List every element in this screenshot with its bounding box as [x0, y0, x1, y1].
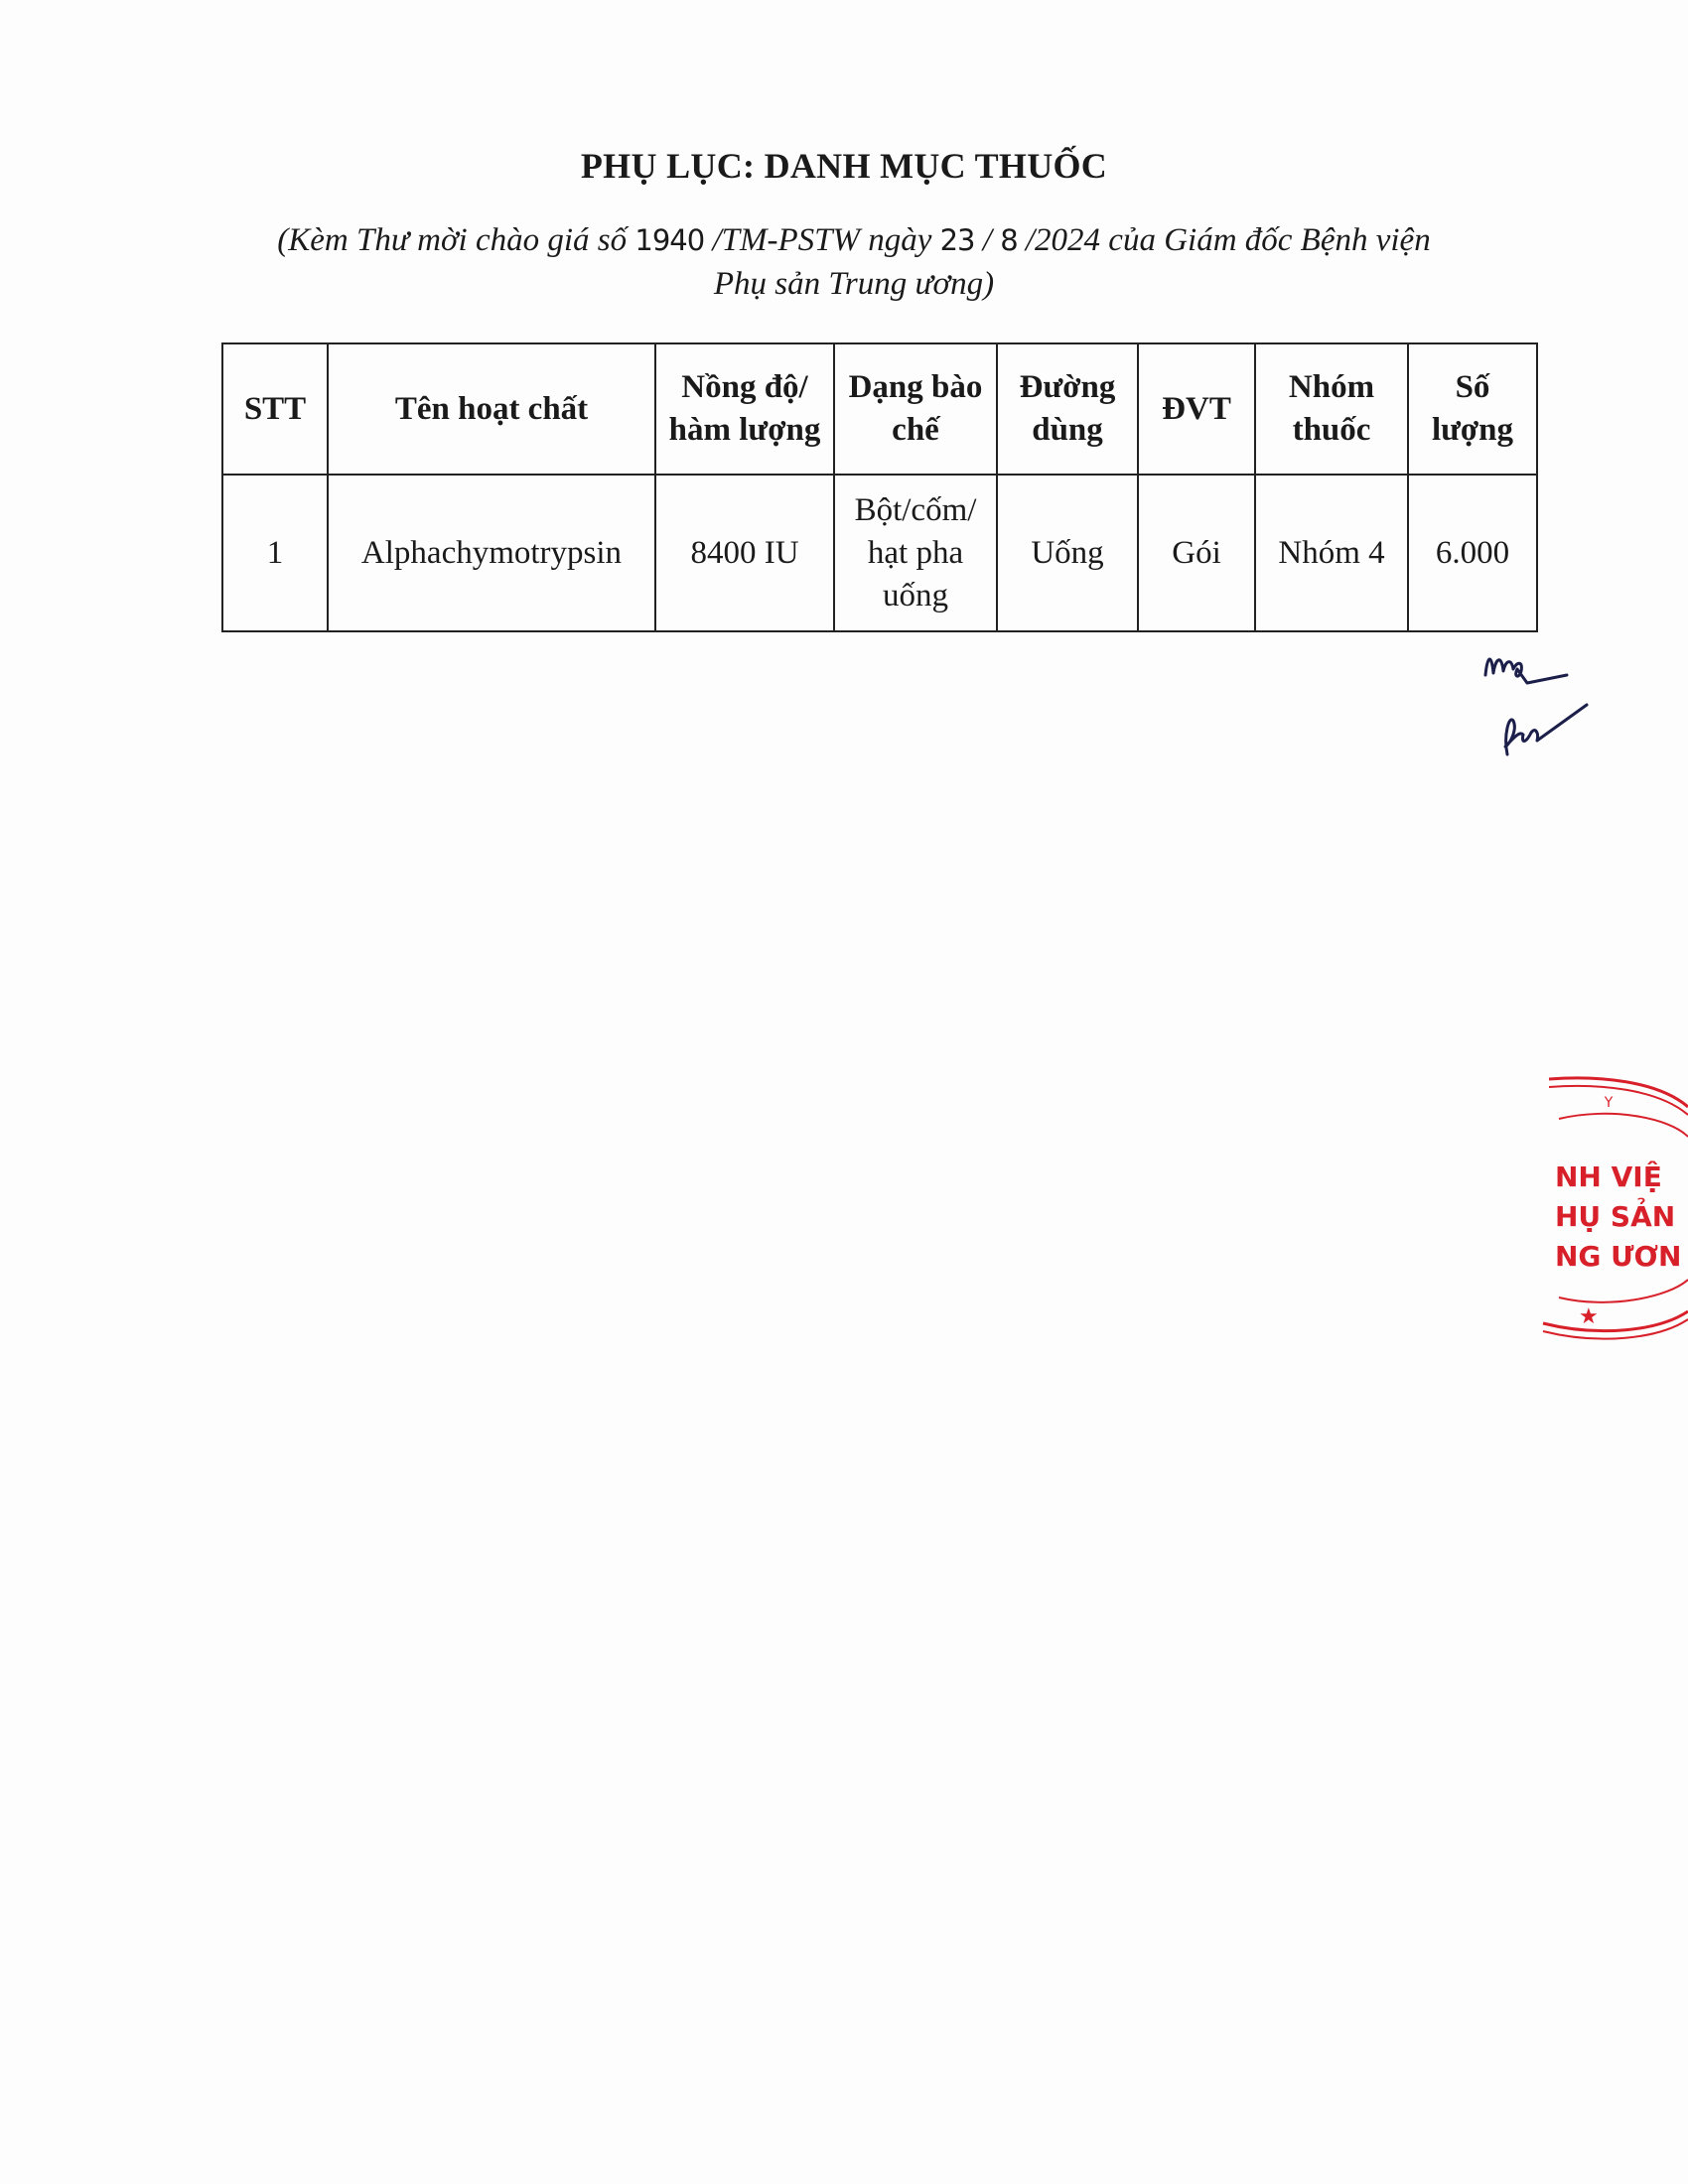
handwritten-letter-number: 1940 [634, 223, 705, 257]
header-quantity: Số lượng [1408, 343, 1537, 475]
header-route: Đường dùng [997, 343, 1138, 475]
cell-strength: 8400 IU [655, 475, 834, 631]
table-row [222, 475, 1537, 631]
seal-text-line-2: HỤ SẢN [1555, 1200, 1676, 1233]
header-group: Nhóm thuốc [1255, 343, 1408, 475]
handwritten-month: 8 [1000, 223, 1018, 257]
initial-stroke-2 [1505, 705, 1587, 754]
header-ingredient: Tên hoạt chất [328, 343, 655, 475]
document-title: PHỤ LỤC: DANH MỤC THUỐC [580, 146, 1108, 186]
official-seal-stamp [1529, 1067, 1688, 1365]
header-unit: ĐVT [1138, 343, 1255, 475]
cell-route: Uống [997, 475, 1138, 631]
header-stt: STT [222, 343, 328, 475]
subtitle-mid: /TM-PSTW ngày [704, 222, 940, 258]
drug-list-table [221, 342, 1538, 632]
cell-dosage-form: Bột/cốm/ hạt pha uống [834, 475, 997, 631]
handwritten-day: 23 [939, 223, 975, 257]
table-header-row [222, 343, 1537, 475]
cell-group: Nhóm 4 [1255, 475, 1408, 631]
header-dosage-form: Dạng bào chế [834, 343, 997, 475]
seal-graphic [1529, 1067, 1688, 1365]
initial-stroke-1 [1485, 659, 1567, 683]
document-subtitle [258, 218, 1450, 306]
subtitle-prefix: (Kèm Thư mời chào giá số [277, 222, 635, 258]
cell-unit: Gói [1138, 475, 1255, 631]
handwritten-initials-signature [1477, 635, 1636, 794]
header-strength: Nồng độ/ hàm lượng [655, 343, 834, 475]
seal-text-line-1: NH VIỆ [1555, 1160, 1662, 1193]
seal-star: ★ [1579, 1304, 1599, 1329]
subtitle-separator: / [974, 222, 1001, 258]
seal-tick: Y [1604, 1095, 1614, 1111]
cell-quantity: 6.000 [1408, 475, 1537, 631]
cell-stt: 1 [222, 475, 328, 631]
subtitle-suffix: /2024 của Giám đốc Bệnh viện Phụ sản Trung ương) [713, 222, 1431, 302]
seal-text-line-3: NG ƯƠN [1555, 1240, 1682, 1273]
cell-ingredient: Alphachymotrypsin [328, 475, 655, 631]
